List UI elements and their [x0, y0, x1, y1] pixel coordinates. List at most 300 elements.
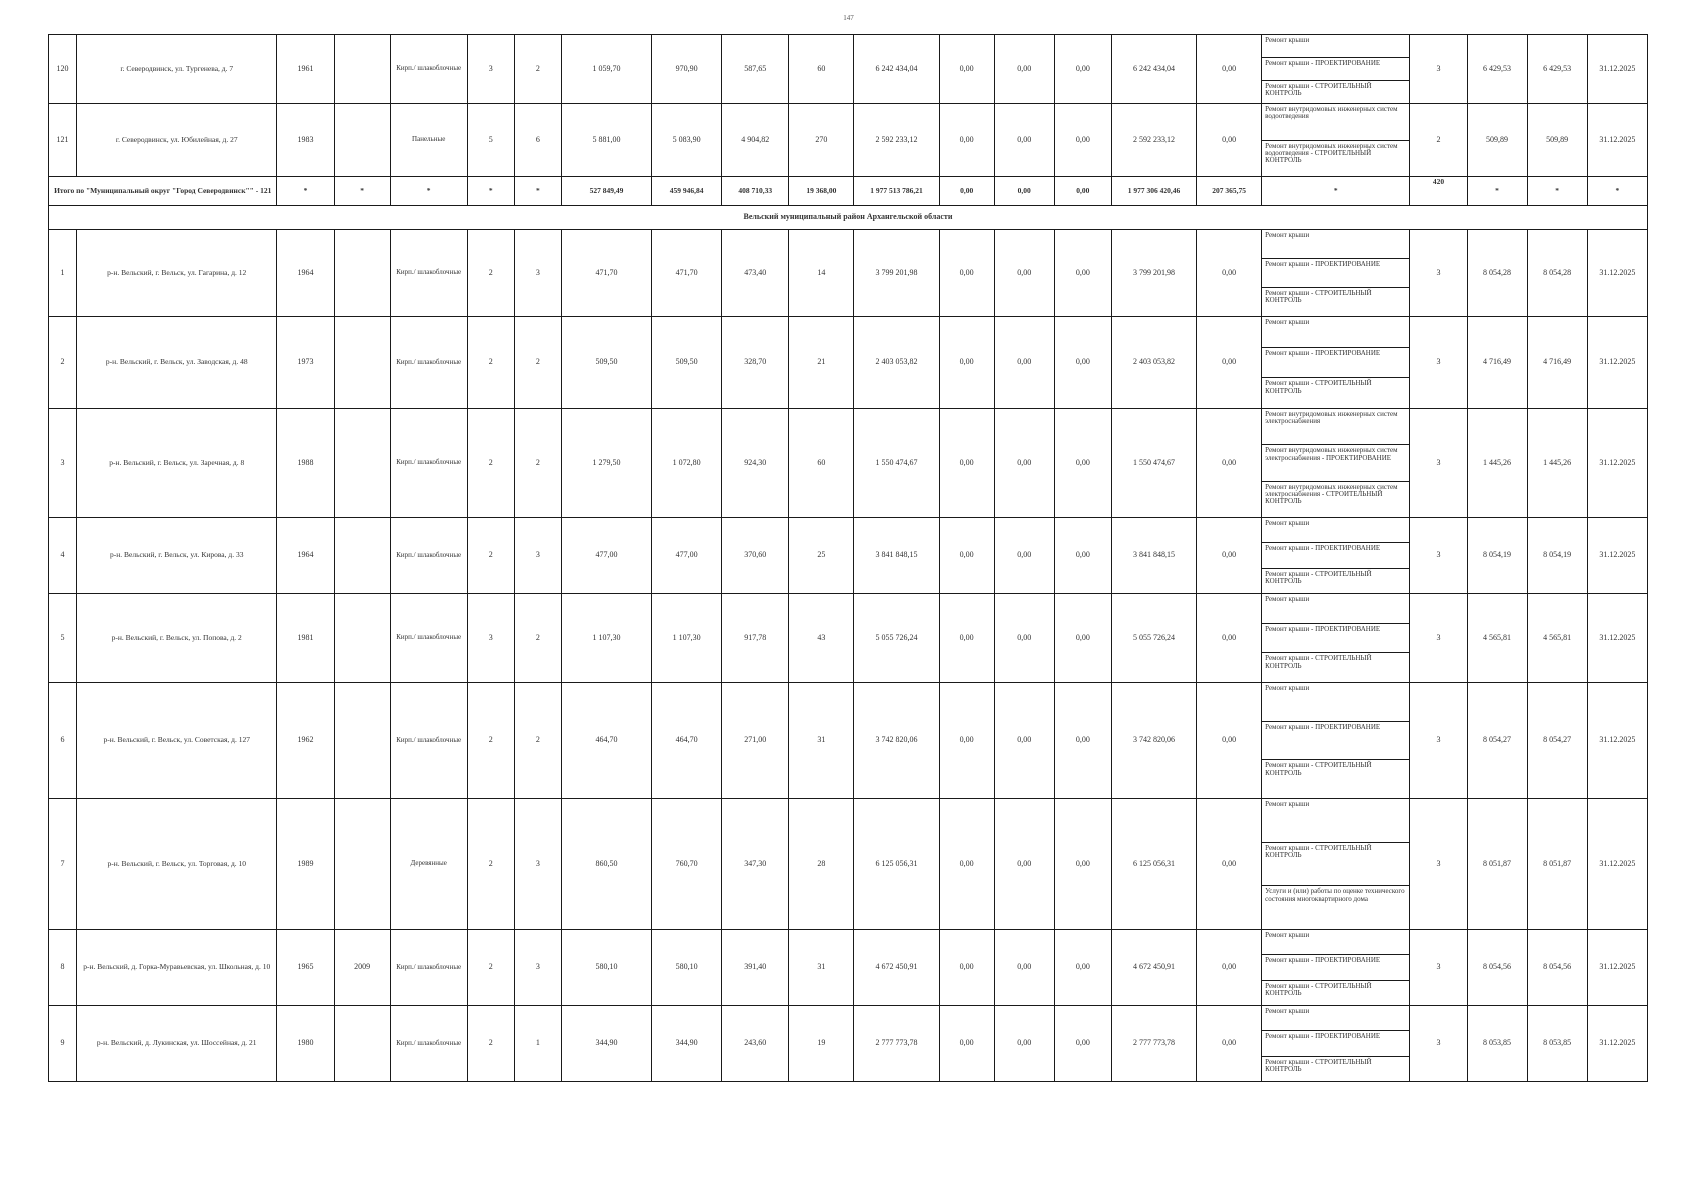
floors: 2: [467, 518, 514, 594]
address: р-н. Вельский, г. Вельск, ул. Заречная, д. 8: [77, 409, 277, 518]
cost-total: 2 777 773,78: [854, 1006, 939, 1082]
work-item: Ремонт крыши - ПРОЕКТИРОВАНИЕ: [1262, 955, 1409, 980]
section-row: [49, 206, 1648, 230]
cost-federal: 0,00: [939, 594, 994, 683]
year-overhaul: [334, 104, 390, 177]
area-residential: 473,40: [722, 230, 789, 317]
cost-total: 5 055 726,24: [854, 594, 939, 683]
table-row: [49, 409, 1648, 518]
total-entrances: *: [514, 177, 561, 206]
year-built: 1973: [277, 317, 334, 409]
work-item: Ремонт крыши - ПРОЕКТИРОВАНИЕ: [1262, 348, 1409, 379]
area-total: 580,10: [561, 930, 651, 1006]
deadline: 31.12.2025: [1587, 230, 1647, 317]
work-item: Ремонт крыши: [1262, 799, 1409, 843]
work-item: Ремонт крыши - ПРОЕКТИРОВАНИЕ: [1262, 722, 1409, 761]
row-number: 120: [49, 35, 77, 104]
cost-federal: 0,00: [939, 35, 994, 104]
deadline: 31.12.2025: [1587, 518, 1647, 594]
year-built: 1983: [277, 104, 334, 177]
work-item: Ремонт крыши - СТРОИТЕЛЬНЫЙ КОНТРОЛЬ: [1265, 1057, 1372, 1073]
works-cell: [1262, 518, 1410, 594]
entrances: 3: [514, 230, 561, 317]
entrances: 1: [514, 1006, 561, 1082]
cost-owners: 3 799 201,98: [1111, 230, 1196, 317]
year-built: 1962: [277, 683, 334, 799]
row-number: 8: [49, 930, 77, 1006]
residents: 31: [789, 930, 854, 1006]
table-row: [49, 683, 1648, 799]
year-built: 1964: [277, 518, 334, 594]
entrances: 3: [514, 930, 561, 1006]
cost-federal: 0,00: [939, 409, 994, 518]
unit-cost-limit: 8 054,19: [1527, 518, 1587, 594]
cost-total: 4 672 450,91: [854, 930, 939, 1006]
area-living: 580,10: [652, 930, 722, 1006]
work-item: Ремонт крыши - СТРОИТЕЛЬНЫЙ КОНТРОЛЬ: [1265, 761, 1372, 777]
total-c3: 0,00: [1054, 177, 1111, 206]
total-kind: 420: [1410, 177, 1467, 206]
total-block: [49, 177, 1648, 230]
cost-owners: 6 242 434,04: [1111, 35, 1196, 104]
table-row: [49, 799, 1648, 930]
total-floors: *: [467, 177, 514, 206]
entrances: 2: [514, 683, 561, 799]
cost-other: 0,00: [1197, 799, 1262, 930]
works-cell: [1262, 230, 1410, 317]
work-item: Ремонт крыши: [1262, 518, 1409, 543]
unit-cost: 8 053,85: [1467, 1006, 1527, 1082]
floors: 5: [467, 104, 514, 177]
cost-local: 0,00: [1054, 683, 1111, 799]
cost-total: 6 125 056,31: [854, 799, 939, 930]
cost-regional: 0,00: [994, 1006, 1054, 1082]
cost-federal: 0,00: [939, 317, 994, 409]
cost-local: 0,00: [1054, 409, 1111, 518]
residents: 270: [789, 104, 854, 177]
cost-federal: 0,00: [939, 799, 994, 930]
unit-cost-limit: 8 053,85: [1527, 1006, 1587, 1082]
work-item: Ремонт крыши - ПРОЕКТИРОВАНИЕ: [1262, 1031, 1409, 1056]
area-residential: 243,60: [722, 1006, 789, 1082]
work-item: Ремонт крыши - ПРОЕКТИРОВАНИЕ: [1262, 58, 1409, 81]
cost-other: 0,00: [1197, 317, 1262, 409]
unit-cost-limit: 6 429,53: [1527, 35, 1587, 104]
address: р-н. Вельский, г. Вельск, ул. Кирова, д. 33: [77, 518, 277, 594]
work-item: Ремонт внутридомовых инженерных систем электроснабжения: [1262, 409, 1409, 445]
area-residential: 391,40: [722, 930, 789, 1006]
unit-cost: 8 051,87: [1467, 799, 1527, 930]
cost-total: 2 403 053,82: [854, 317, 939, 409]
unit-cost-limit: 509,89: [1527, 104, 1587, 177]
residents: 25: [789, 518, 854, 594]
work-kind: 3: [1410, 230, 1467, 317]
area-living: 1 107,30: [652, 594, 722, 683]
work-item: Ремонт крыши - ПРОЕКТИРОВАНИЕ: [1262, 259, 1409, 288]
area-total: 509,50: [561, 317, 651, 409]
work-kind: 3: [1410, 799, 1467, 930]
area-residential: 347,30: [722, 799, 789, 930]
year-overhaul: [334, 230, 390, 317]
row-number: 6: [49, 683, 77, 799]
deadline: 31.12.2025: [1587, 35, 1647, 104]
total-c4: 1 977 306 420,46: [1111, 177, 1196, 206]
works-cell: [1262, 1006, 1410, 1082]
year-built: 1961: [277, 35, 334, 104]
cost-regional: 0,00: [994, 230, 1054, 317]
cost-other: 0,00: [1197, 230, 1262, 317]
entrances: 2: [514, 409, 561, 518]
work-kind: 3: [1410, 317, 1467, 409]
work-item: Ремонт крыши - СТРОИТЕЛЬНЫЙ КОНТРОЛЬ: [1265, 569, 1372, 585]
cost-federal: 0,00: [939, 104, 994, 177]
work-item: Ремонт крыши: [1262, 1006, 1409, 1031]
row-number: 121: [49, 104, 77, 177]
cost-owners: 1 550 474,67: [1111, 409, 1196, 518]
area-residential: 917,78: [722, 594, 789, 683]
cost-owners: 3 841 848,15: [1111, 518, 1196, 594]
area-living: 509,50: [652, 317, 722, 409]
cost-owners: 2 777 773,78: [1111, 1006, 1196, 1082]
works-cell: [1262, 930, 1410, 1006]
cost-local: 0,00: [1054, 1006, 1111, 1082]
year-overhaul: [334, 799, 390, 930]
year-overhaul: [334, 317, 390, 409]
cost-federal: 0,00: [939, 518, 994, 594]
works-cell: [1262, 409, 1410, 518]
page-number: 147: [843, 14, 854, 22]
unit-cost-limit: 8 054,27: [1527, 683, 1587, 799]
entrances: 2: [514, 594, 561, 683]
cost-regional: 0,00: [994, 930, 1054, 1006]
cost-local: 0,00: [1054, 35, 1111, 104]
work-item: Ремонт крыши: [1262, 230, 1409, 259]
cost-local: 0,00: [1054, 104, 1111, 177]
work-item: Ремонт крыши: [1262, 35, 1409, 58]
residents: 60: [789, 35, 854, 104]
area-living: 1 072,80: [652, 409, 722, 518]
works-cell: [1262, 104, 1410, 177]
works-cell: [1262, 35, 1410, 104]
cost-other: 0,00: [1197, 104, 1262, 177]
residents: 21: [789, 317, 854, 409]
cost-federal: 0,00: [939, 683, 994, 799]
wall-material: Панельные: [390, 104, 467, 177]
work-item: Ремонт крыши: [1262, 317, 1409, 348]
area-living: 760,70: [652, 799, 722, 930]
area-total: 344,90: [561, 1006, 651, 1082]
total-area-total: 527 849,49: [561, 177, 651, 206]
work-item: Ремонт крыши - СТРОИТЕЛЬНЫЙ КОНТРОЛЬ: [1265, 82, 1372, 98]
unit-cost-limit: 1 445,26: [1527, 409, 1587, 518]
table-row: [49, 317, 1648, 409]
total-area-living: 459 946,84: [652, 177, 722, 206]
area-total: 464,70: [561, 683, 651, 799]
residents: 14: [789, 230, 854, 317]
total-walls: *: [390, 177, 467, 206]
area-residential: 370,60: [722, 518, 789, 594]
total-built: *: [277, 177, 334, 206]
total-c1: 0,00: [939, 177, 994, 206]
cost-local: 0,00: [1054, 518, 1111, 594]
row-number: 4: [49, 518, 77, 594]
row-number: 9: [49, 1006, 77, 1082]
residents: 43: [789, 594, 854, 683]
year-built: 1988: [277, 409, 334, 518]
cost-total: 2 592 233,12: [854, 104, 939, 177]
cost-local: 0,00: [1054, 317, 1111, 409]
area-living: 471,70: [652, 230, 722, 317]
unit-cost: 8 054,19: [1467, 518, 1527, 594]
area-residential: 924,30: [722, 409, 789, 518]
work-kind: 2: [1410, 104, 1467, 177]
year-overhaul: [334, 518, 390, 594]
address: р-н. Вельский, г. Вельск, ул. Торговая, д. 10: [77, 799, 277, 930]
unit-cost: 8 054,28: [1467, 230, 1527, 317]
cost-regional: 0,00: [994, 317, 1054, 409]
deadline: 31.12.2025: [1587, 1006, 1647, 1082]
floors: 2: [467, 317, 514, 409]
section-title: Вельский муниципальный район Архангельской области: [49, 206, 1648, 230]
deadline: 31.12.2025: [1587, 683, 1647, 799]
district-rows: [49, 230, 1648, 1082]
work-kind: 3: [1410, 930, 1467, 1006]
work-item: Ремонт внутридомовых инженерных систем электроснабжения - СТРОИТЕЛЬНЫЙ КОНТРОЛЬ: [1265, 482, 1398, 506]
work-item: Ремонт внутридомовых инженерных систем водоотведения: [1262, 104, 1409, 141]
cost-regional: 0,00: [994, 104, 1054, 177]
year-built: 1980: [277, 1006, 334, 1082]
work-item: Ремонт крыши: [1262, 930, 1409, 955]
work-kind: 3: [1410, 1006, 1467, 1082]
unit-cost: 1 445,26: [1467, 409, 1527, 518]
floors: 2: [467, 683, 514, 799]
area-total: 471,70: [561, 230, 651, 317]
cost-total: 1 550 474,67: [854, 409, 939, 518]
cost-total: 3 841 848,15: [854, 518, 939, 594]
total-c5: 207 365,75: [1197, 177, 1262, 206]
area-total: 5 881,00: [561, 104, 651, 177]
floors: 3: [467, 594, 514, 683]
unit-cost: 8 054,27: [1467, 683, 1527, 799]
residents: 28: [789, 799, 854, 930]
area-total: 860,50: [561, 799, 651, 930]
work-item: Ремонт крыши - СТРОИТЕЛЬНЫЙ КОНТРОЛЬ: [1265, 654, 1372, 670]
unit-cost: 4 716,49: [1467, 317, 1527, 409]
cost-owners: 2 592 233,12: [1111, 104, 1196, 177]
deadline: 31.12.2025: [1587, 799, 1647, 930]
cost-other: 0,00: [1197, 1006, 1262, 1082]
work-kind: 3: [1410, 683, 1467, 799]
work-item: Ремонт крыши - СТРОИТЕЛЬНЫЙ КОНТРОЛЬ: [1265, 379, 1372, 395]
unit-cost: 4 565,81: [1467, 594, 1527, 683]
residents: 60: [789, 409, 854, 518]
unit-cost: 509,89: [1467, 104, 1527, 177]
deadline: 31.12.2025: [1587, 409, 1647, 518]
cost-other: 0,00: [1197, 409, 1262, 518]
area-living: 477,00: [652, 518, 722, 594]
area-living: 344,90: [652, 1006, 722, 1082]
area-total: 1 107,30: [561, 594, 651, 683]
total-row: [49, 177, 1648, 206]
floors: 2: [467, 230, 514, 317]
works-cell: [1262, 683, 1410, 799]
cost-other: 0,00: [1197, 518, 1262, 594]
cost-regional: 0,00: [994, 799, 1054, 930]
cost-owners: 2 403 053,82: [1111, 317, 1196, 409]
table-row: [49, 1006, 1648, 1082]
area-total: 477,00: [561, 518, 651, 594]
entrances: 3: [514, 518, 561, 594]
year-built: 1965: [277, 930, 334, 1006]
total-unit1: *: [1467, 177, 1527, 206]
cost-regional: 0,00: [994, 518, 1054, 594]
cost-owners: 6 125 056,31: [1111, 799, 1196, 930]
unit-cost: 6 429,53: [1467, 35, 1527, 104]
area-residential: 328,70: [722, 317, 789, 409]
work-kind: 3: [1410, 518, 1467, 594]
wall-material: Кирп./ шлакоблочные: [390, 230, 467, 317]
year-overhaul: [334, 683, 390, 799]
total-c2: 0,00: [994, 177, 1054, 206]
address: г. Северодвинск, ул. Юбилейная, д. 27: [77, 104, 277, 177]
cost-regional: 0,00: [994, 594, 1054, 683]
work-item: Ремонт внутридомовых инженерных систем водоотведения - СТРОИТЕЛЬНЫЙ КОНТРОЛЬ: [1265, 141, 1398, 165]
total-cost: 1 977 513 786,21: [854, 177, 939, 206]
residents: 19: [789, 1006, 854, 1082]
year-overhaul: [334, 35, 390, 104]
area-total: 1 279,50: [561, 409, 651, 518]
deadline: 31.12.2025: [1587, 104, 1647, 177]
area-residential: 587,65: [722, 35, 789, 104]
cost-other: 0,00: [1197, 930, 1262, 1006]
row-number: 7: [49, 799, 77, 930]
cost-local: 0,00: [1054, 930, 1111, 1006]
total-label: Итого по "Муниципальный округ "Город Северодвинск"" - 121: [49, 177, 277, 206]
wall-material: Кирп./ шлакоблочные: [390, 35, 467, 104]
entrances: 2: [514, 317, 561, 409]
unit-cost: 8 054,56: [1467, 930, 1527, 1006]
work-item: Ремонт крыши: [1262, 594, 1409, 624]
cost-local: 0,00: [1054, 594, 1111, 683]
cost-regional: 0,00: [994, 683, 1054, 799]
wall-material: Кирп./ шлакоблочные: [390, 317, 467, 409]
total-deadline: *: [1587, 177, 1647, 206]
address: р-н. Вельский, д. Горка-Муравьевская, ул. Школьная, д. 10: [77, 930, 277, 1006]
residents: 31: [789, 683, 854, 799]
register-table: [48, 34, 1648, 1082]
total-unit2: *: [1527, 177, 1587, 206]
unit-cost-limit: 8 051,87: [1527, 799, 1587, 930]
address: г. Северодвинск, ул. Тургенева, д. 7: [77, 35, 277, 104]
unit-cost-limit: 8 054,28: [1527, 230, 1587, 317]
municipality-rows: [49, 35, 1648, 177]
row-number: 3: [49, 409, 77, 518]
year-overhaul: [334, 409, 390, 518]
work-item: Услуги и (или) работы по оценке технического состояния многоквартирного дома: [1265, 887, 1405, 903]
work-item: Ремонт крыши: [1262, 683, 1409, 722]
area-living: 5 083,90: [652, 104, 722, 177]
wall-material: Кирп./ шлакоблочные: [390, 594, 467, 683]
table-row: [49, 104, 1648, 177]
cost-total: 3 799 201,98: [854, 230, 939, 317]
address: р-н. Вельский, г. Вельск, ул. Советская, д. 127: [77, 683, 277, 799]
cost-local: 0,00: [1054, 799, 1111, 930]
cost-total: 3 742 820,06: [854, 683, 939, 799]
wall-material: Кирп./ шлакоблочные: [390, 518, 467, 594]
address: р-н. Вельский, г. Вельск, ул. Попова, д. 2: [77, 594, 277, 683]
table-row: [49, 930, 1648, 1006]
works-cell: [1262, 799, 1410, 930]
area-total: 1 059,70: [561, 35, 651, 104]
area-living: 464,70: [652, 683, 722, 799]
work-item: Ремонт крыши - ПРОЕКТИРОВАНИЕ: [1262, 624, 1409, 654]
cost-local: 0,00: [1054, 230, 1111, 317]
cost-other: 0,00: [1197, 683, 1262, 799]
entrances: 2: [514, 35, 561, 104]
total-area-res: 408 710,33: [722, 177, 789, 206]
year-built: 1964: [277, 230, 334, 317]
work-item: Ремонт крыши - ПРОЕКТИРОВАНИЕ: [1262, 543, 1409, 568]
floors: 2: [467, 1006, 514, 1082]
row-number: 5: [49, 594, 77, 683]
cost-federal: 0,00: [939, 930, 994, 1006]
cost-federal: 0,00: [939, 1006, 994, 1082]
table-row: [49, 35, 1648, 104]
work-kind: 3: [1410, 409, 1467, 518]
cost-total: 6 242 434,04: [854, 35, 939, 104]
work-item: Ремонт крыши - СТРОИТЕЛЬНЫЙ КОНТРОЛЬ: [1262, 843, 1409, 887]
cost-other: 0,00: [1197, 35, 1262, 104]
work-item: Ремонт внутридомовых инженерных систем электроснабжения - ПРОЕКТИРОВАНИЕ: [1262, 445, 1409, 481]
work-kind: 3: [1410, 35, 1467, 104]
cost-regional: 0,00: [994, 35, 1054, 104]
deadline: 31.12.2025: [1587, 594, 1647, 683]
area-residential: 271,00: [722, 683, 789, 799]
table-row: [49, 518, 1648, 594]
year-built: 1981: [277, 594, 334, 683]
area-living: 970,90: [652, 35, 722, 104]
work-kind: 3: [1410, 594, 1467, 683]
total-overhaul: *: [334, 177, 390, 206]
floors: 2: [467, 409, 514, 518]
table-row: [49, 594, 1648, 683]
cost-owners: 5 055 726,24: [1111, 594, 1196, 683]
deadline: 31.12.2025: [1587, 317, 1647, 409]
entrances: 3: [514, 799, 561, 930]
unit-cost-limit: 8 054,56: [1527, 930, 1587, 1006]
unit-cost-limit: 4 716,49: [1527, 317, 1587, 409]
area-residential: 4 904,82: [722, 104, 789, 177]
row-number: 1: [49, 230, 77, 317]
year-overhaul: [334, 1006, 390, 1082]
cost-owners: 3 742 820,06: [1111, 683, 1196, 799]
unit-cost-limit: 4 565,81: [1527, 594, 1587, 683]
floors: 2: [467, 930, 514, 1006]
total-works: *: [1262, 177, 1410, 206]
work-item: Ремонт крыши - СТРОИТЕЛЬНЫЙ КОНТРОЛЬ: [1265, 981, 1372, 997]
address: р-н. Вельский, д. Лукинская, ул. Шоссейная, д. 21: [77, 1006, 277, 1082]
year-overhaul: 2009: [334, 930, 390, 1006]
floors: 3: [467, 35, 514, 104]
table-row: [49, 230, 1648, 317]
total-residents: 19 368,00: [789, 177, 854, 206]
floors: 2: [467, 799, 514, 930]
address: р-н. Вельский, г. Вельск, ул. Гагарина, д. 12: [77, 230, 277, 317]
wall-material: Кирп./ шлакоблочные: [390, 683, 467, 799]
work-item: Ремонт крыши - СТРОИТЕЛЬНЫЙ КОНТРОЛЬ: [1265, 289, 1372, 305]
works-cell: [1262, 317, 1410, 409]
cost-owners: 4 672 450,91: [1111, 930, 1196, 1006]
